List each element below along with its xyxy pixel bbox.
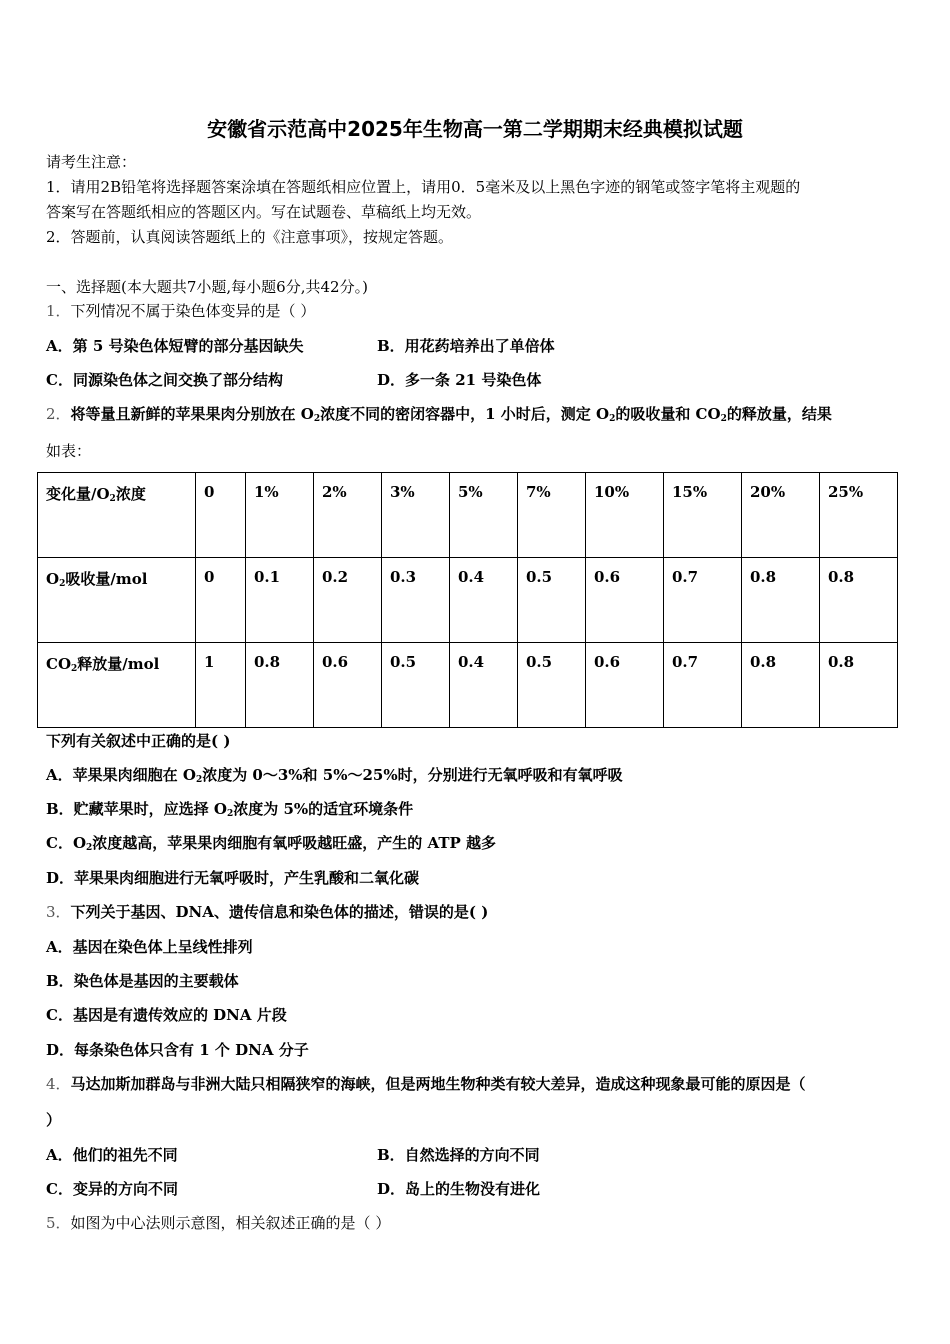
option-text: 浓度为 5%的适宜环境条件 xyxy=(233,800,414,818)
notice-line-2: 答案写在答题纸相应的答题区内。写在试题卷、草稿纸上均无效。 xyxy=(46,203,482,221)
option-text: 浓度为 0～3%和 5%～25%时，分别进行无氧呼吸和有氧呼吸 xyxy=(202,766,623,784)
option-text: A．苹果果肉细胞在 O xyxy=(46,766,196,784)
table-cell: 2% xyxy=(314,473,382,558)
table-row-co2 xyxy=(38,643,898,728)
question-number: 3． xyxy=(46,903,71,921)
table-cell: 0.7 xyxy=(664,643,742,728)
subscript: 2 xyxy=(313,414,321,424)
subscript: 2 xyxy=(195,775,203,785)
notice-heading: 请考生注意： xyxy=(46,153,137,171)
table-cell: 15% xyxy=(664,473,742,558)
q3-option-b: B．染色体是基因的主要载体 xyxy=(46,972,239,990)
question-2-stem-cont: 如表： xyxy=(46,442,92,460)
subscript: 2 xyxy=(59,579,66,589)
question-text: 下列情况不属于染色体变异的是（ ） xyxy=(70,302,316,320)
table-cell: 0.8 xyxy=(742,643,820,728)
table-cell: 0.4 xyxy=(450,643,518,728)
table-cell: 10% xyxy=(586,473,664,558)
question-text: 马达加斯加群岛与非洲大陆只相隔狭窄的海峡，但是两地生物种类有较大差异，造成这种现象最可能的原因是（ xyxy=(70,1075,806,1093)
table-cell: 0.8 xyxy=(820,643,898,728)
subscript: 2 xyxy=(226,809,234,819)
question-2-stem xyxy=(46,404,832,424)
q2-stem-part: 浓度不同的密闭容器中，1 小时后，测定 O xyxy=(320,405,610,423)
notice-line-3: 2．答题前，认真阅读答题纸上的《注意事项》，按规定答题。 xyxy=(46,228,454,246)
row-label-concentration xyxy=(38,473,196,558)
q1-option-d: D．多一条 21 号染色体 xyxy=(377,371,542,389)
table-cell: 0.3 xyxy=(382,558,450,643)
row-label-co2-release xyxy=(38,643,196,728)
q3-option-d: D．每条染色体只含有 1 个 DNA 分子 xyxy=(46,1041,309,1059)
q2-option-d: D．苹果果肉细胞进行无氧呼吸时，产生乳酸和二氧化碳 xyxy=(46,869,420,887)
question-number: 5． xyxy=(46,1214,71,1232)
data-table xyxy=(37,472,898,728)
page-title: 安徽省示范高中2025年生物高一第二学期期末经典模拟试题 xyxy=(207,117,743,141)
table-cell: 0.5 xyxy=(518,643,586,728)
label-text: 吸收量/mol xyxy=(65,570,148,588)
subscript: 2 xyxy=(109,494,116,504)
table-cell: 5% xyxy=(450,473,518,558)
table-cell: 25% xyxy=(820,473,898,558)
question-text: 如图为中心法则示意图，相关叙述正确的是（ ） xyxy=(70,1214,391,1232)
table-cell: 0.1 xyxy=(246,558,314,643)
q1-option-a: A．第 5 号染色体短臂的部分基因缺失 xyxy=(46,337,304,355)
q1-option-c: C．同源染色体之间交换了部分结构 xyxy=(46,371,283,389)
question-3-stem xyxy=(46,902,488,922)
table-cell: 0.2 xyxy=(314,558,382,643)
q1-option-b: B．用花药培养出了单倍体 xyxy=(377,337,555,355)
label-text: CO xyxy=(46,655,72,673)
row-label-o2-absorb xyxy=(38,558,196,643)
subscript: 2 xyxy=(720,414,727,424)
table-cell: 0.6 xyxy=(586,643,664,728)
table-row-header xyxy=(38,473,898,558)
table-cell: 0.7 xyxy=(664,558,742,643)
table-cell: 0.8 xyxy=(820,558,898,643)
table-cell: 0.8 xyxy=(246,643,314,728)
table-cell: 0 xyxy=(196,473,246,558)
option-text: 浓度越高，苹果果肉细胞有氧呼吸越旺盛，产生的 ATP 越多 xyxy=(92,834,496,852)
label-text: 浓度 xyxy=(115,485,146,503)
label-text: 释放量/mol xyxy=(77,655,160,673)
q2-stem-part: 的释放量，结果 xyxy=(726,405,832,423)
table-cell: 7% xyxy=(518,473,586,558)
question-4-stem-cont: ） xyxy=(46,1111,62,1129)
table-cell: 0.4 xyxy=(450,558,518,643)
q2-stem-part: 的吸收量和 CO xyxy=(615,405,721,423)
q4-option-d: D．岛上的生物没有进化 xyxy=(377,1180,541,1198)
q3-option-c: C．基因是有遗传效应的 DNA 片段 xyxy=(46,1006,287,1024)
table-cell: 3% xyxy=(382,473,450,558)
question-number: 1． xyxy=(46,302,71,320)
question-number: 2． xyxy=(46,405,71,423)
question-number: 4． xyxy=(46,1075,71,1093)
table-cell: 0.6 xyxy=(586,558,664,643)
table-cell: 1 xyxy=(196,643,246,728)
table-cell: 1% xyxy=(246,473,314,558)
question-text: 下列关于基因、DNA、遗传信息和染色体的描述，错误的是( ) xyxy=(70,903,489,921)
table-row-o2 xyxy=(38,558,898,643)
table-cell: 20% xyxy=(742,473,820,558)
q2-option-c xyxy=(46,833,496,853)
subscript: 2 xyxy=(71,664,78,674)
question-4-stem xyxy=(46,1074,806,1094)
label-text: 变化量/O xyxy=(46,485,110,503)
question-1-stem xyxy=(46,301,315,321)
table-cell: 0.5 xyxy=(518,558,586,643)
table-cell: 0 xyxy=(196,558,246,643)
q2-followup: 下列有关叙述中正确的是( ) xyxy=(46,732,231,750)
q3-option-a: A．基因在染色体上呈线性排列 xyxy=(46,938,253,956)
table-cell: 0.5 xyxy=(382,643,450,728)
section-heading: 一、选择题(本大题共7小题,每小题6分,共42分。) xyxy=(46,278,368,296)
subscript: 2 xyxy=(609,414,616,424)
notice-line-1: 1．请用2B铅笔将选择题答案涂填在答题纸相应位置上，请用0．5毫米及以上黑色字迹的钢笔或签字笔将主观题的 xyxy=(46,178,801,196)
option-text: C．O xyxy=(46,834,87,852)
q4-option-b: B．自然选择的方向不同 xyxy=(377,1146,540,1164)
question-5-stem xyxy=(46,1213,390,1233)
q2-option-a xyxy=(46,765,623,785)
q2-stem-part: 将等量且新鲜的苹果果肉分别放在 O xyxy=(70,405,314,423)
subscript: 2 xyxy=(86,843,93,853)
q4-option-c: C．变异的方向不同 xyxy=(46,1180,178,1198)
label-text: O xyxy=(46,570,60,588)
table-cell: 0.8 xyxy=(742,558,820,643)
q4-option-a: A．他们的祖先不同 xyxy=(46,1146,178,1164)
option-text: B．贮藏苹果时，应选择 O xyxy=(46,800,227,818)
table-cell: 0.6 xyxy=(314,643,382,728)
q2-option-b xyxy=(46,799,413,819)
